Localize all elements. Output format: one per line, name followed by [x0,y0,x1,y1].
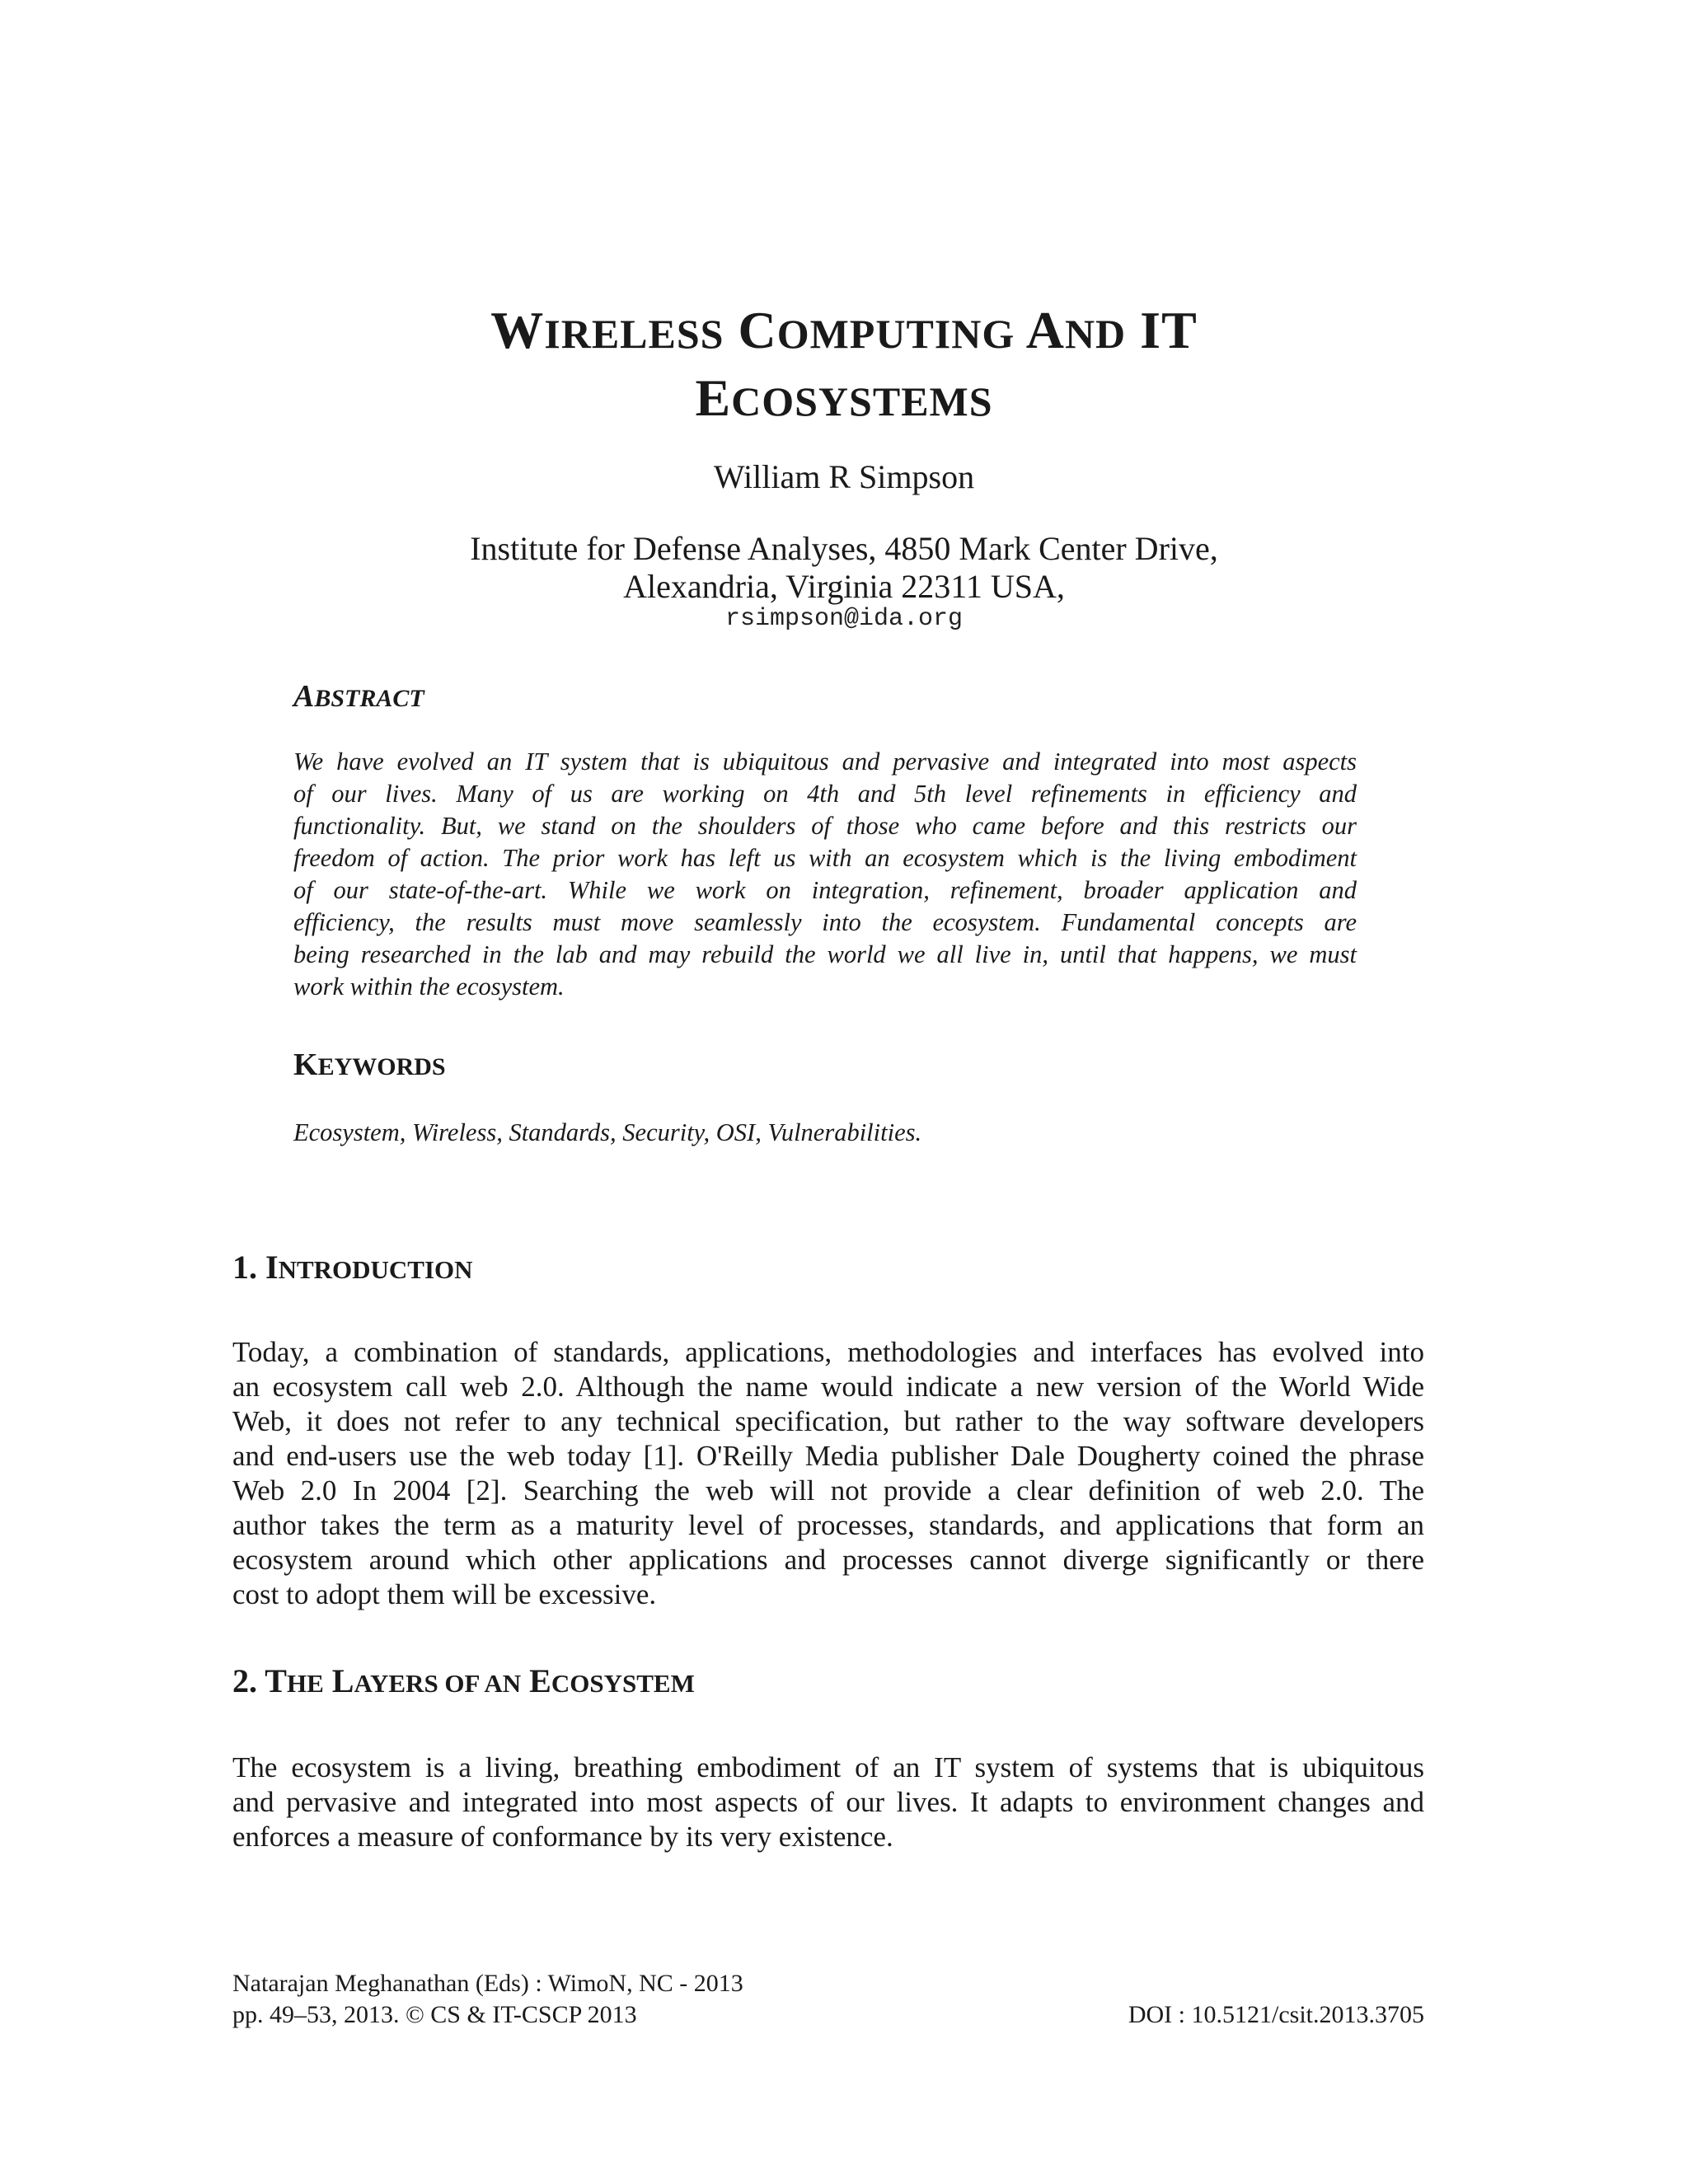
footer-editors: Natarajan Meghanathan (Eds) : WimoN, NC - 2013 [232,1970,743,1997]
title-word-rest: ND [1064,311,1127,357]
section-number: 1. [232,1249,265,1286]
section-heading-rest: NTRODUCTION [278,1255,473,1284]
section-heading-cap: L [331,1662,354,1699]
title-word-cap: W [490,301,545,359]
abstract-heading [293,678,424,715]
section-2-heading [232,1661,695,1700]
author-email: rsimpson@ida.org [724,605,964,633]
body-line: an ecosystem call web 2.0. Although the name would indicate a new version of the World Wide [232,1371,1424,1403]
keywords-heading [293,1047,446,1083]
section-heading-rest: HE [286,1669,324,1698]
section-heading-cap: I [265,1249,279,1286]
title-word-rest: OMPUTING [776,311,1015,357]
title-line-1 [0,298,1688,366]
body-line: The ecosystem is a living, breathing embodiment of an IT system of systems that is ubiquitous [232,1751,1424,1783]
title-word-rest: COSYSTEMS [731,378,993,424]
body-line: cost to adopt them will be excessive. [232,1578,657,1610]
footer-pages: pp. 49–53, 2013. © CS & IT-CSCP 2013 [232,2001,637,2028]
keywords-heading-rest: EYWORDS [317,1053,446,1080]
title-line-2 [0,366,1688,434]
abstract-heading-rest: BSTRACT [314,685,424,712]
abstract-line: efficiency, the results must move seamlessly into the ecosystem. Fundamental concepts are [293,908,1357,936]
title-word-rest: IRELESS [544,311,724,357]
section-heading-rest: COSYSTEM [551,1669,695,1698]
body-line: Web, it does not refer to any technical specification, but rather to the way software developers [232,1405,1424,1437]
abstract-line: of our lives. Many of us are working on 4th and 5th level refinements in efficiency and [293,780,1357,808]
body-line: Web 2.0 In 2004 [2]. Searching the web will not provide a clear definition of web 2.0. The [232,1474,1424,1507]
section-heading-cap: E [529,1662,551,1699]
abstract-line: freedom of action. The prior work has left us with an ecosystem which is the living embodiment [293,844,1357,872]
paper-title [0,298,1688,434]
body-line: Today, a combination of standards, applications, methodologies and interfaces has evolved into [232,1336,1424,1368]
keywords-text: Ecosystem, Wireless, Standards, Security, OSI, Vulnerabilities. [293,1118,922,1146]
keywords-heading-cap: K [293,1047,318,1082]
body-line: author takes the term as a maturity level of processes, standards, and applications that form an [232,1509,1424,1541]
abstract-line: functionality. But, we stand on the shoulders of those who came before and this restricts our [293,812,1357,840]
author-name: William R Simpson [713,458,975,495]
section-heading-cap: T [265,1662,287,1699]
title-word-cap: IT [1140,301,1198,359]
section-number: 2. [232,1662,265,1699]
body-line: and end-users use the web today [1]. O'Reilly Media publisher Dale Dougherty coined the phrase [232,1440,1424,1472]
abstract-heading-cap: A [293,679,315,714]
abstract-line: We have evolved an IT system that is ubiquitous and pervasive and integrated into most aspects [293,748,1357,776]
section-1-heading [232,1248,473,1286]
title-word-cap: A [1025,301,1065,359]
body-line: and pervasive and integrated into most aspects of our lives. It adapts to environment changes and [232,1786,1424,1818]
title-word-cap: C [738,301,777,359]
abstract-line: of our state-of-the-art. While we work on integration, refinement, broader application and [293,876,1357,904]
footer-doi: DOI : 10.5121/csit.2013.3705 [1128,2001,1424,2028]
abstract-line: work within the ecosystem. [293,972,565,1001]
affiliation-line-2: Alexandria, Virginia 22311 USA, [623,568,1065,605]
section-heading-rest: AYERS OF AN [354,1669,522,1698]
author-affiliation [0,530,1688,606]
body-line: ecosystem around which other applications and processes cannot diverge significantly or there [232,1544,1424,1576]
title-word-cap: E [695,368,732,427]
abstract-line: being researched in the lab and may rebuild the world we all live in, until that happens, we must [293,940,1357,968]
body-line: enforces a measure of conformance by its very existence. [232,1821,893,1853]
affiliation-line-1: Institute for Defense Analyses, 4850 Mark Center Drive, [470,530,1218,567]
